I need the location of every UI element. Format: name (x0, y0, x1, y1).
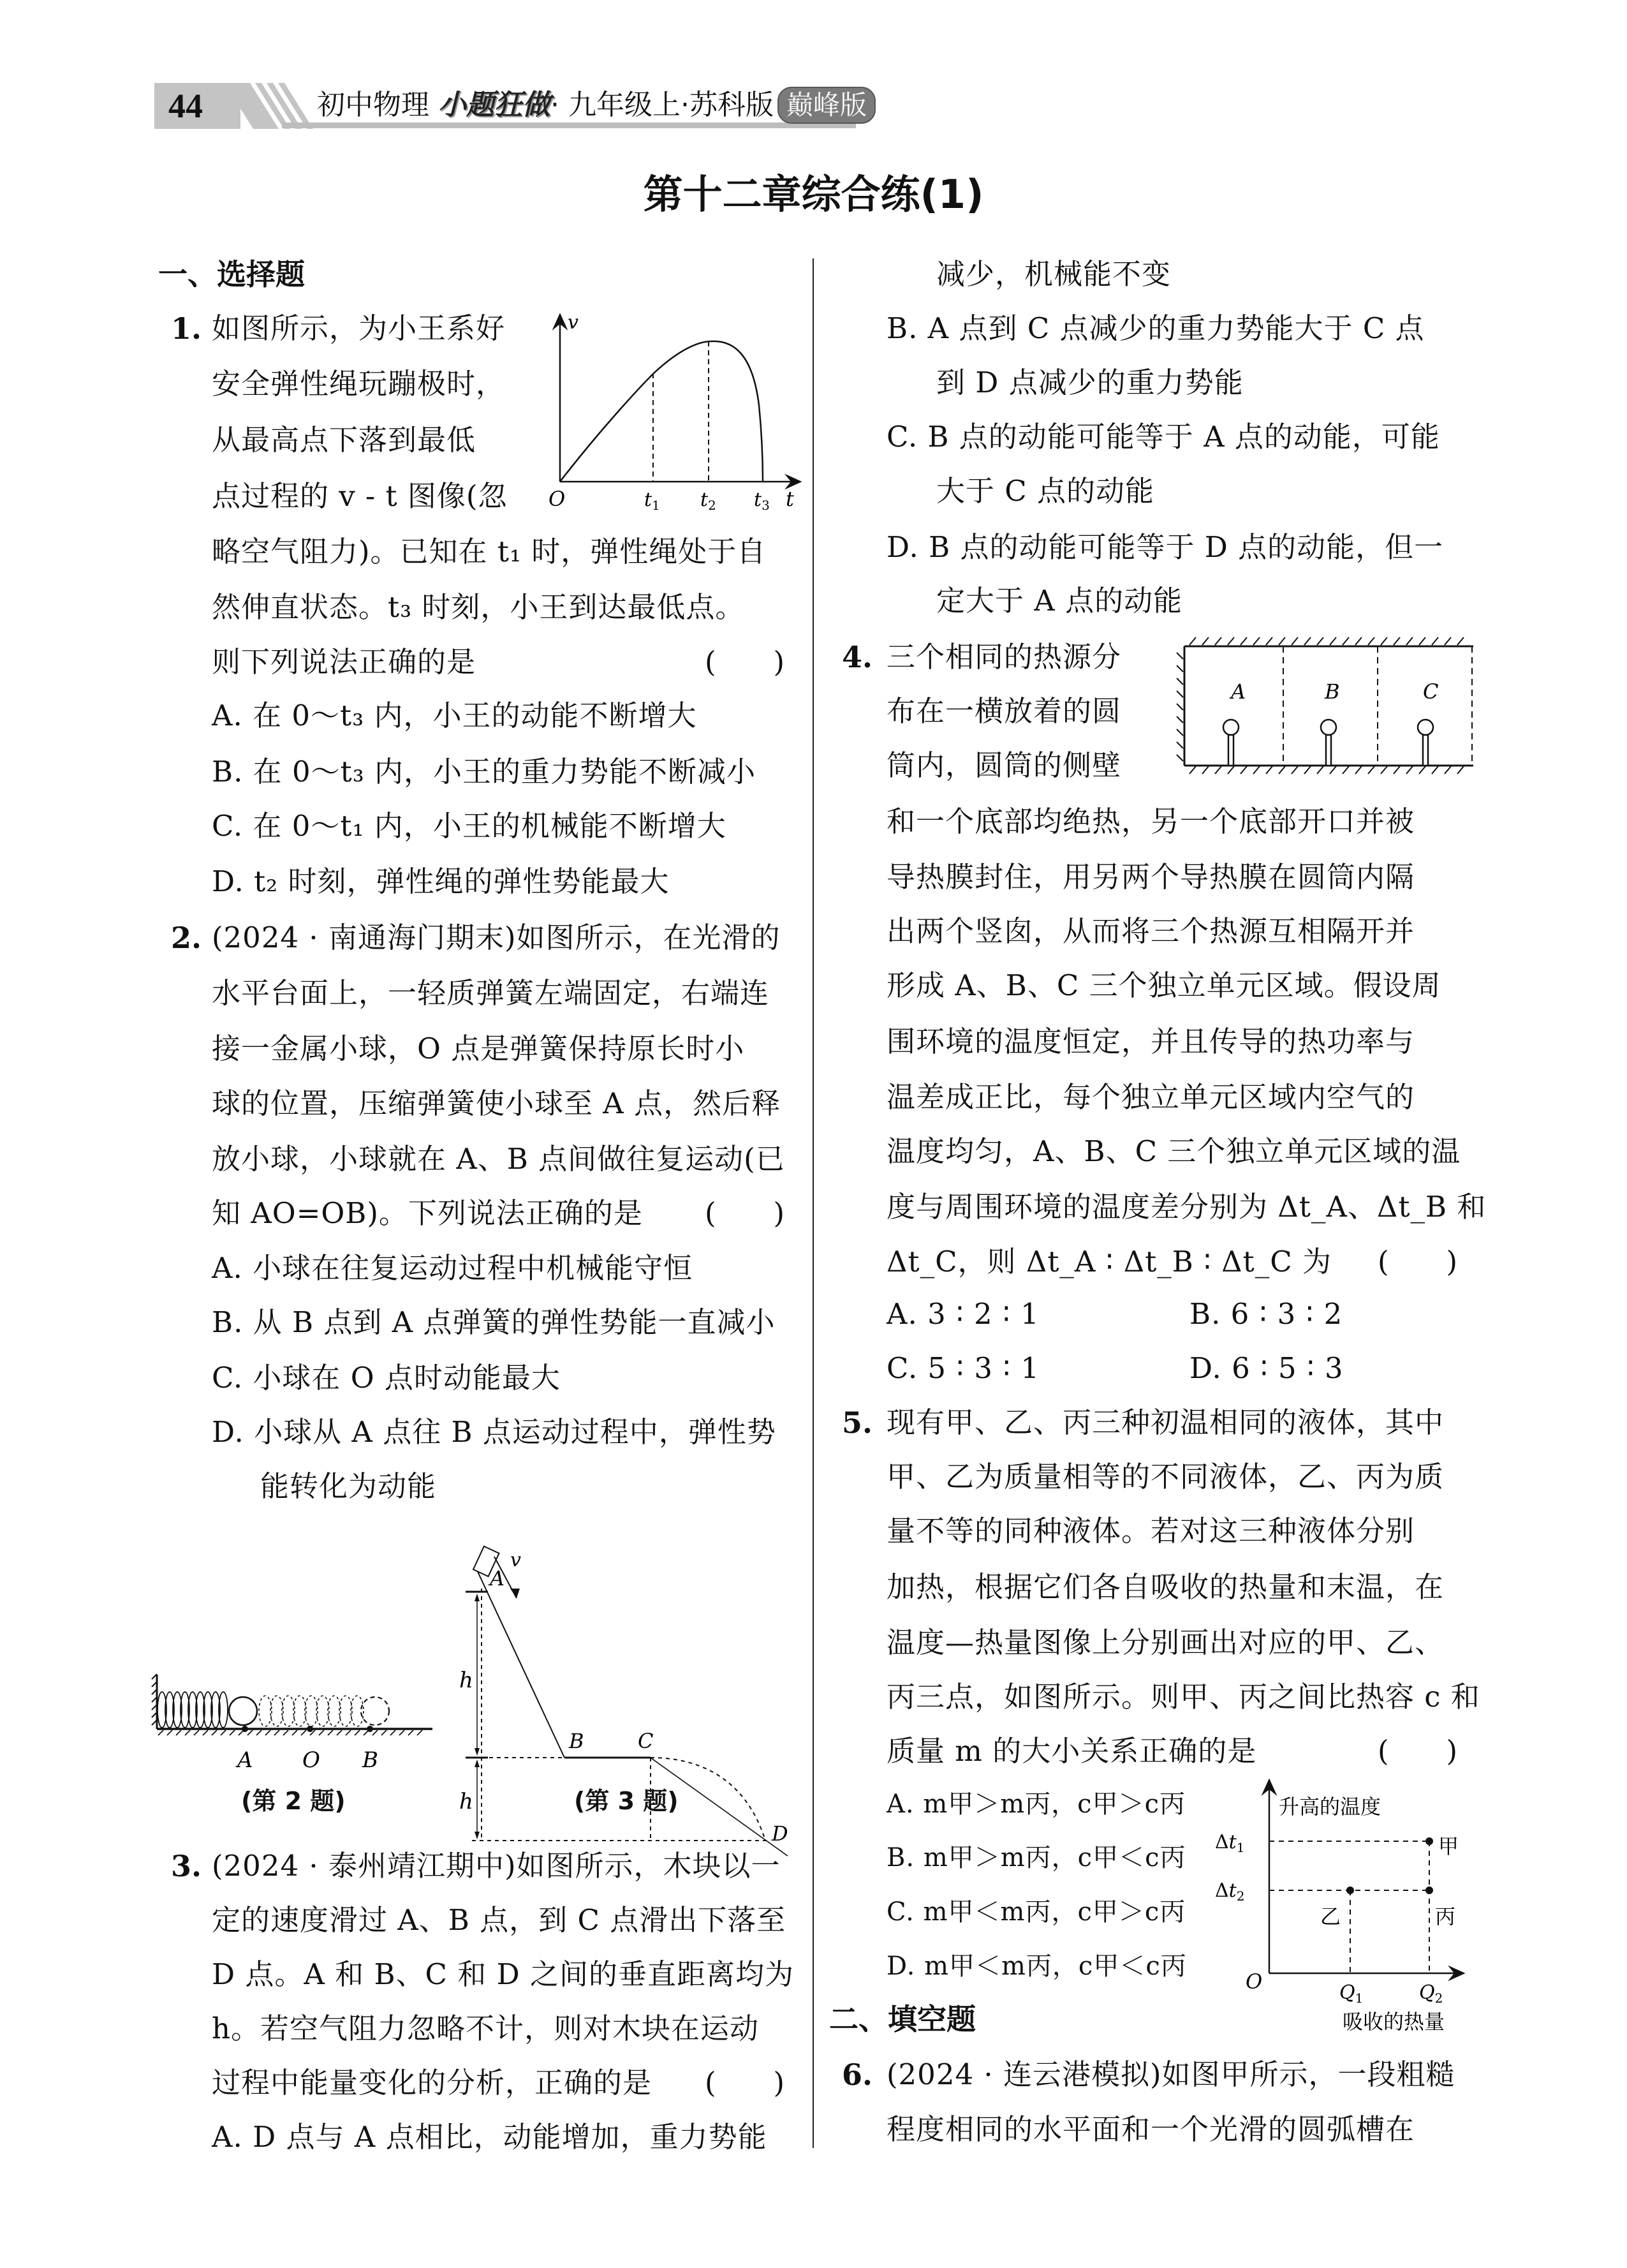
q3-option-b-cont: 到 D 点减少的重力势能 (936, 366, 1244, 399)
q3-option-a-cont: 减少，机械能不变 (936, 257, 1172, 291)
svg-text:v: v (510, 1549, 521, 1571)
temperature-heat-graph (1215, 1770, 1483, 2038)
q1-text-line: 则下列说法正确的是 (212, 645, 476, 679)
question-number: 3. (171, 1849, 202, 1883)
q1-text-line: 点过程的 v - t 图像(忽 (212, 479, 508, 513)
svg-text:C: C (1423, 679, 1439, 704)
answer-bracket[interactable]: ( ) (705, 1196, 785, 1230)
q4-text-line: 导热膜封住，用另两个导热膜在圆筒内隔 (887, 860, 1415, 894)
q5-text-line: 温度—热量图像上分别画出对应的甲、乙、 (887, 1626, 1445, 1659)
series-logo: 小题狂做 (438, 89, 550, 121)
q5-text-line: 加热，根据它们各自吸收的热量和末温，在 (887, 1570, 1445, 1604)
q3-option-d[interactable]: D. B 点的动能可能等于 D 点的动能，但一 (887, 530, 1444, 564)
column-divider (813, 258, 814, 2148)
q4-option-b[interactable]: B. 6 ∶ 3 ∶ 2 (1189, 1297, 1343, 1331)
q4-text-line: 温差成正比，每个独立单元区域内空气的 (887, 1080, 1415, 1114)
question-number: 2. (171, 921, 202, 955)
q4-text-line: 温度均匀，A、B、C 三个独立单元区域的温 (887, 1134, 1461, 1168)
subject-label: 初中物理 (317, 89, 429, 121)
q1-text-line: 从最高点下落到最低 (212, 423, 476, 457)
q1-option-a[interactable]: A. 在 0～t₃ 内，小王的动能不断增大 (212, 699, 697, 732)
q3-text-line: D 点。A 和 B、C 和 D 之间的垂直距离均为 (212, 1957, 794, 1991)
q4-option-d[interactable]: D. 6 ∶ 5 ∶ 3 (1189, 1351, 1344, 1385)
svg-text:B: B (1325, 679, 1340, 704)
cylinder-figure (1177, 635, 1483, 775)
q5-text-line: 质量 m 的大小关系正确的是 (887, 1734, 1257, 1768)
svg-text:t1: $t_1$ (644, 489, 660, 513)
q3-text-line: h。若空气阻力忽略不计，则对木块在运动 (212, 2012, 759, 2045)
q5-text-line: 丙三点，如图所示。则甲、丙之间比热容 c 和 (887, 1680, 1480, 1714)
q4-text-line: 三个相同的热源分 (887, 640, 1122, 674)
q1-option-c[interactable]: C. 在 0～t₁ 内，小王的机械能不断增大 (212, 809, 726, 843)
svg-text:B: B (569, 1729, 584, 1753)
q5-text-line: 量不等的同种液体。若对这三种液体分别 (887, 1514, 1415, 1548)
section-heading-fill: 二、填空题 (829, 2002, 976, 2036)
q2-option-c[interactable]: C. 小球在 O 点时动能最大 (212, 1361, 561, 1395)
spring-figure (152, 1671, 445, 1793)
q2-option-a[interactable]: A. 小球在往复运动过程中机械能守恒 (212, 1251, 693, 1285)
question-number: 4. (842, 640, 873, 674)
figure-caption-q2: (第 2 题) (241, 1787, 346, 1815)
svg-text:A: A (1231, 679, 1246, 704)
svg-text:t: t (786, 487, 794, 511)
q2-option-d[interactable]: D. 小球从 A 点往 B 点运动过程中，弹性势 (212, 1415, 776, 1449)
q4-text-line: 布在一横放着的圆 (887, 694, 1122, 728)
figure-caption-q3: (第 3 题) (574, 1787, 679, 1815)
q5-text-line: 甲、乙为质量相等的不同液体，乙、丙为质 (887, 1460, 1445, 1493)
q6-text-line: (2024 · 连云港模拟)如图甲所示，一段粗糙 (887, 2057, 1455, 2091)
svg-text:乙: 乙 (1320, 1904, 1341, 1929)
answer-bracket[interactable]: ( ) (705, 2066, 785, 2100)
q1-text-line: 如图所示，为小王系好 (212, 311, 506, 345)
svg-text:h: h (459, 1789, 473, 1814)
svg-text:升高的温度: 升高的温度 (1279, 1795, 1381, 1819)
q5-option-b[interactable]: B. m甲＞m丙，c甲＜c丙 (887, 1843, 1186, 1872)
question-number: 6. (842, 2057, 873, 2092)
grade-edition: · 九年级上·苏科版 (550, 89, 774, 121)
q5-option-c[interactable]: C. m甲＜m丙，c甲＞c丙 (887, 1897, 1186, 1927)
q4-option-a[interactable]: A. 3 ∶ 2 ∶ 1 (887, 1297, 1040, 1331)
svg-text:t3: $t_3$ (754, 489, 770, 513)
answer-bracket[interactable]: ( ) (705, 645, 785, 679)
q1-text-line: 然伸直状态。t₃ 时刻，小王到达最低点。 (212, 590, 745, 624)
q4-option-c[interactable]: C. 5 ∶ 3 ∶ 1 (887, 1351, 1040, 1385)
vt-graph (548, 303, 816, 520)
svg-text:O: O (548, 487, 566, 511)
answer-bracket[interactable]: ( ) (1378, 1245, 1458, 1279)
svg-text:A: A (490, 1566, 505, 1590)
q4-text-line: Δt_C，则 Δt_A ∶ Δt_B ∶ Δt_C 为 (887, 1245, 1332, 1279)
q2-option-b[interactable]: B. 从 B 点到 A 点弹簧的弹性势能一直减小 (212, 1305, 776, 1339)
svg-text:C: C (638, 1729, 654, 1753)
q3-option-d-cont: 定大于 A 点的动能 (936, 584, 1183, 618)
q3-text-line: 过程中能量变化的分析，正确的是 (212, 2066, 652, 2100)
svg-text:h: h (459, 1668, 473, 1693)
svg-text:甲: 甲 (1438, 1834, 1459, 1858)
svg-text:Q1: $Q_1$ (1339, 1982, 1364, 2006)
section-heading-choice: 一、选择题 (158, 257, 305, 292)
svg-text:A: A (237, 1747, 253, 1773)
svg-text:Δt2: $\Delta t_2$ (1215, 1879, 1245, 1904)
svg-text:丙: 丙 (1435, 1904, 1456, 1929)
page-header (154, 83, 867, 129)
q5-text-line: 现有甲、乙、丙三种初温相同的液体，其中 (887, 1405, 1445, 1439)
q5-option-a[interactable]: A. m甲＞m丙，c甲＞c丙 (887, 1790, 1186, 1819)
svg-text:B: B (362, 1747, 378, 1773)
q4-text-line: 和一个底部均绝热，另一个底部开口并被 (887, 804, 1415, 838)
q3-option-c[interactable]: C. B 点的动能可能等于 A 点的动能，可能 (887, 420, 1440, 454)
question-number: 5. (842, 1405, 873, 1440)
q4-text-line: 形成 A、B、C 三个独立单元区域。假设周 (887, 968, 1441, 1002)
q3-option-a[interactable]: A. D 点与 A 点相比，动能增加，重力势能 (212, 2120, 767, 2154)
q3-option-b[interactable]: B. A 点到 C 点减少的重力势能大于 C 点 (887, 311, 1425, 345)
svg-text:t2: $t_2$ (700, 489, 716, 513)
q2-text-line: 球的位置，压缩弹簧使小球至 A 点，然后释 (212, 1086, 781, 1120)
q2-option-d-cont: 能转化为动能 (260, 1469, 437, 1503)
q4-text-line: 度与周围环境的温度差分别为 Δt_A、Δt_B 和 (887, 1190, 1487, 1224)
q2-text-line: (2024 · 南通海门期末)如图所示，在光滑的 (212, 921, 781, 954)
page-number: 44 (168, 87, 203, 125)
q3-text-line: 定的速度滑过 A、B 点，到 C 点滑出下落至 (212, 1903, 786, 1937)
question-number: 1. (171, 311, 202, 346)
q3-text-line: (2024 · 泰州靖江期中)如图所示，木块以一 (212, 1849, 781, 1883)
y-axis-label: v (568, 311, 578, 334)
svg-text:Q2: $Q_2$ (1419, 1982, 1443, 2006)
book-title (317, 87, 876, 124)
q6-text-line: 程度相同的水平面和一个光滑的圆弧槽在 (887, 2112, 1415, 2146)
svg-text:Δt1: $\Delta t_1$ (1215, 1831, 1245, 1855)
q2-text-line: 水平台面上，一轻质弹簧左端固定，右端连 (212, 976, 770, 1010)
q2-text-line: 放小球，小球就在 A、B 点间做往复运动(已 (212, 1142, 785, 1176)
answer-bracket[interactable]: ( ) (1378, 1734, 1458, 1768)
q5-option-d[interactable]: D. m甲＜m丙，c甲＜c丙 (887, 1952, 1187, 1981)
svg-text:O: O (1246, 1969, 1263, 1994)
q4-text-line: 筒内，圆筒的侧壁 (887, 748, 1122, 782)
q1-text-line: 略空气阻力)。已知在 t₁ 时，弹性绳处于自 (212, 535, 767, 568)
q1-text-line: 安全弹性绳玩蹦极时， (212, 367, 506, 401)
q4-text-line: 围环境的温度恒定，并且传导的热功率与 (887, 1025, 1415, 1058)
q3-option-c-cont: 大于 C 点的动能 (936, 474, 1155, 508)
svg-text:D: D (772, 1821, 788, 1846)
svg-text:吸收的热量: 吸收的热量 (1343, 2010, 1445, 2034)
q2-text-line: 知 AO=OB)。下列说法正确的是 (212, 1196, 643, 1230)
svg-text:O: O (302, 1747, 320, 1773)
q4-text-line: 出两个竖囱，从而将三个热源互相隔开并 (887, 914, 1415, 948)
edition-badge: 巅峰版 (777, 87, 876, 124)
q1-option-d[interactable]: D. t₂ 时刻，弹性绳的弹性势能最大 (212, 864, 670, 898)
q2-text-line: 接一金属小球，O 点是弹簧保持原长时小 (212, 1032, 745, 1065)
q1-option-b[interactable]: B. 在 0～t₃ 内，小王的重力势能不断减小 (212, 755, 756, 789)
page-title: 第十二章综合练(1) (643, 171, 984, 218)
